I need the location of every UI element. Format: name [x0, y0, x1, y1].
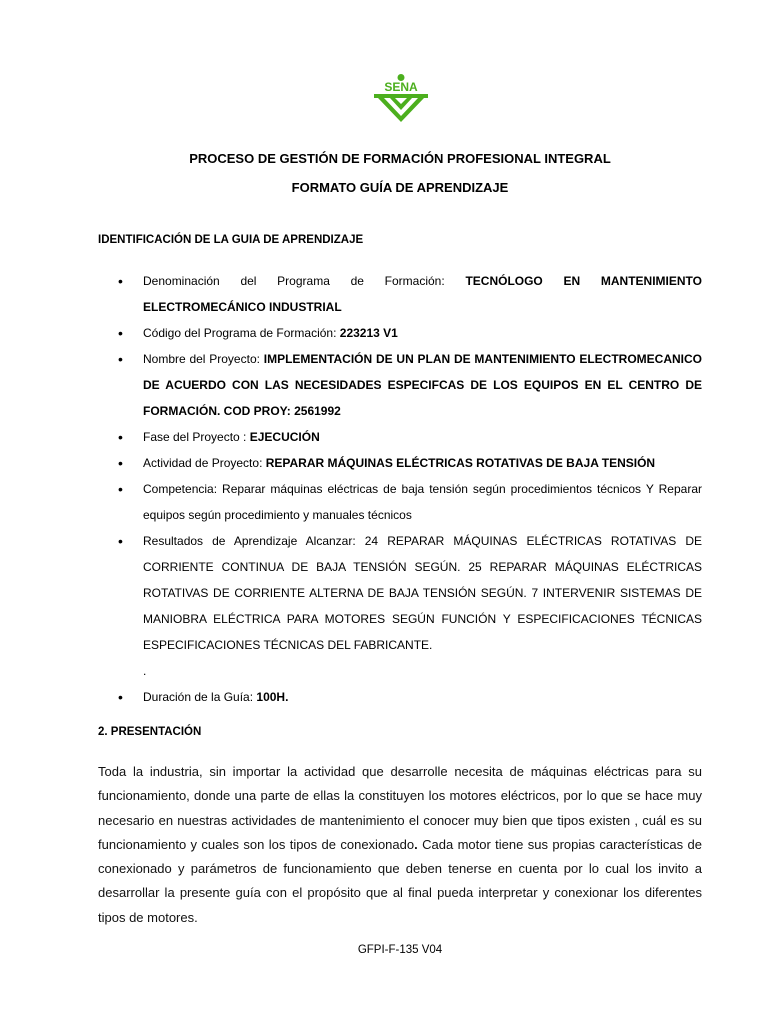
presentation-heading: 2. PRESENTACIÓN: [98, 726, 202, 738]
item-label: Fase del Proyecto :: [143, 430, 250, 444]
item-value: 223213 V1: [339, 326, 398, 340]
stray-dot: [98, 658, 702, 684]
item-value: TECNÓLOGO EN MANTENIMIENTO ELECTROMECÁNICO INDUSTRIAL: [143, 274, 703, 314]
identification-list: [98, 268, 702, 710]
item-label: Competencia: Reparar máquinas eléctricas de baja tensión según procedimientos técnicos Y Reparar equipos según procedimiento y manuales técnicos: [143, 482, 702, 522]
item-value: IMPLEMENTACIÓN DE UN PLAN DE MANTENIMIENTO ELECTROMECANICO DE ACUERDO CON LAS NECESIDADES ESPECIFCAS DE LOS EQUIPOS EN EL CENTRO DE FORMACIÓN. COD PROY: 2561992: [143, 352, 702, 418]
list-item-learning-results: [98, 528, 702, 658]
sena-logo: [368, 74, 434, 124]
item-label: Actividad de Proyecto:: [143, 456, 266, 470]
presentation-text-a: Toda la industria, sin importar la actividad que desarrolle necesita de máquinas eléctricas para su funcionamiento, donde una parte de ellas la constituyen los motores eléctricos, por lo que se hace muy necesario en nuestras actividades de mantenimiento el conocer muy bien que tipos existen , cuál es su funcionamiento y cuales son los tipos de conexionado: [98, 764, 702, 852]
item-label: Denominación del Programa de Formación:: [143, 274, 466, 288]
list-item-phase: [98, 424, 702, 450]
stray-dot-text: .: [143, 664, 147, 678]
item-value: EJECUCIÓN: [249, 430, 320, 444]
identification-heading: IDENTIFICACIÓN DE LA GUIA DE APRENDIZAJE: [98, 234, 364, 246]
document-title: [0, 150, 768, 208]
title-line-2: FORMATO GUÍA DE APRENDIZAJE: [291, 180, 509, 195]
presentation-paragraph: [98, 760, 702, 930]
item-label: Resultados de Aprendizaje Alcanzar: 24 REPARAR MÁQUINAS ELÉCTRICAS ROTATIVAS DE CORRIENTE CONTINUA DE BAJA TENSIÓN SEGÚN. 25 REPARAR MÁQUINAS ELÉCTRICAS ROTATIVAS DE CORRIENTE ALTERNA DE BAJA TENSIÓN SEGÚN. 7 INTERVENIR SISTEMAS DE MANIOBRA ELÉCTRICA PARA MOTORES SEGÚN FUNCIÓN Y ESPECIFICACIONES TÉCNICAS ESPECIFICACIONES TÉCNICAS DEL FABRICANTE.: [143, 534, 702, 652]
item-value: REPARAR MÁQUINAS ELÉCTRICAS ROTATIVAS DE BAJA TENSIÓN: [265, 456, 656, 470]
item-label: Nombre del Proyecto:: [143, 352, 264, 366]
list-item-code: [98, 320, 702, 346]
item-value: 100H.: [256, 690, 289, 704]
list-item-competency: [98, 476, 702, 528]
list-item-program: [98, 268, 702, 320]
list-item-activity: [98, 450, 702, 476]
item-label: Duración de la Guía:: [143, 690, 257, 704]
list-item-project-name: [98, 346, 702, 424]
footer-code: GFPI-F-135 V04: [357, 944, 443, 956]
item-label: Código del Programa de Formación:: [143, 326, 340, 340]
presentation-bold-dot: .: [414, 836, 418, 852]
title-line-1: PROCESO DE GESTIÓN DE FORMACIÓN PROFESIONAL INTEGRAL: [189, 151, 611, 166]
list-item-duration: [98, 684, 702, 710]
presentation-text-b: Cada motor tiene sus propias características de conexionado y parámetros de funcionamiento que deben tenerse en cuenta por lo cual los invito a desarrollar la presente guía con el propósito que al final pueda interpretar y conexionar los diferentes tipos de motores.: [98, 836, 702, 925]
logo-text: SENA: [384, 80, 418, 94]
